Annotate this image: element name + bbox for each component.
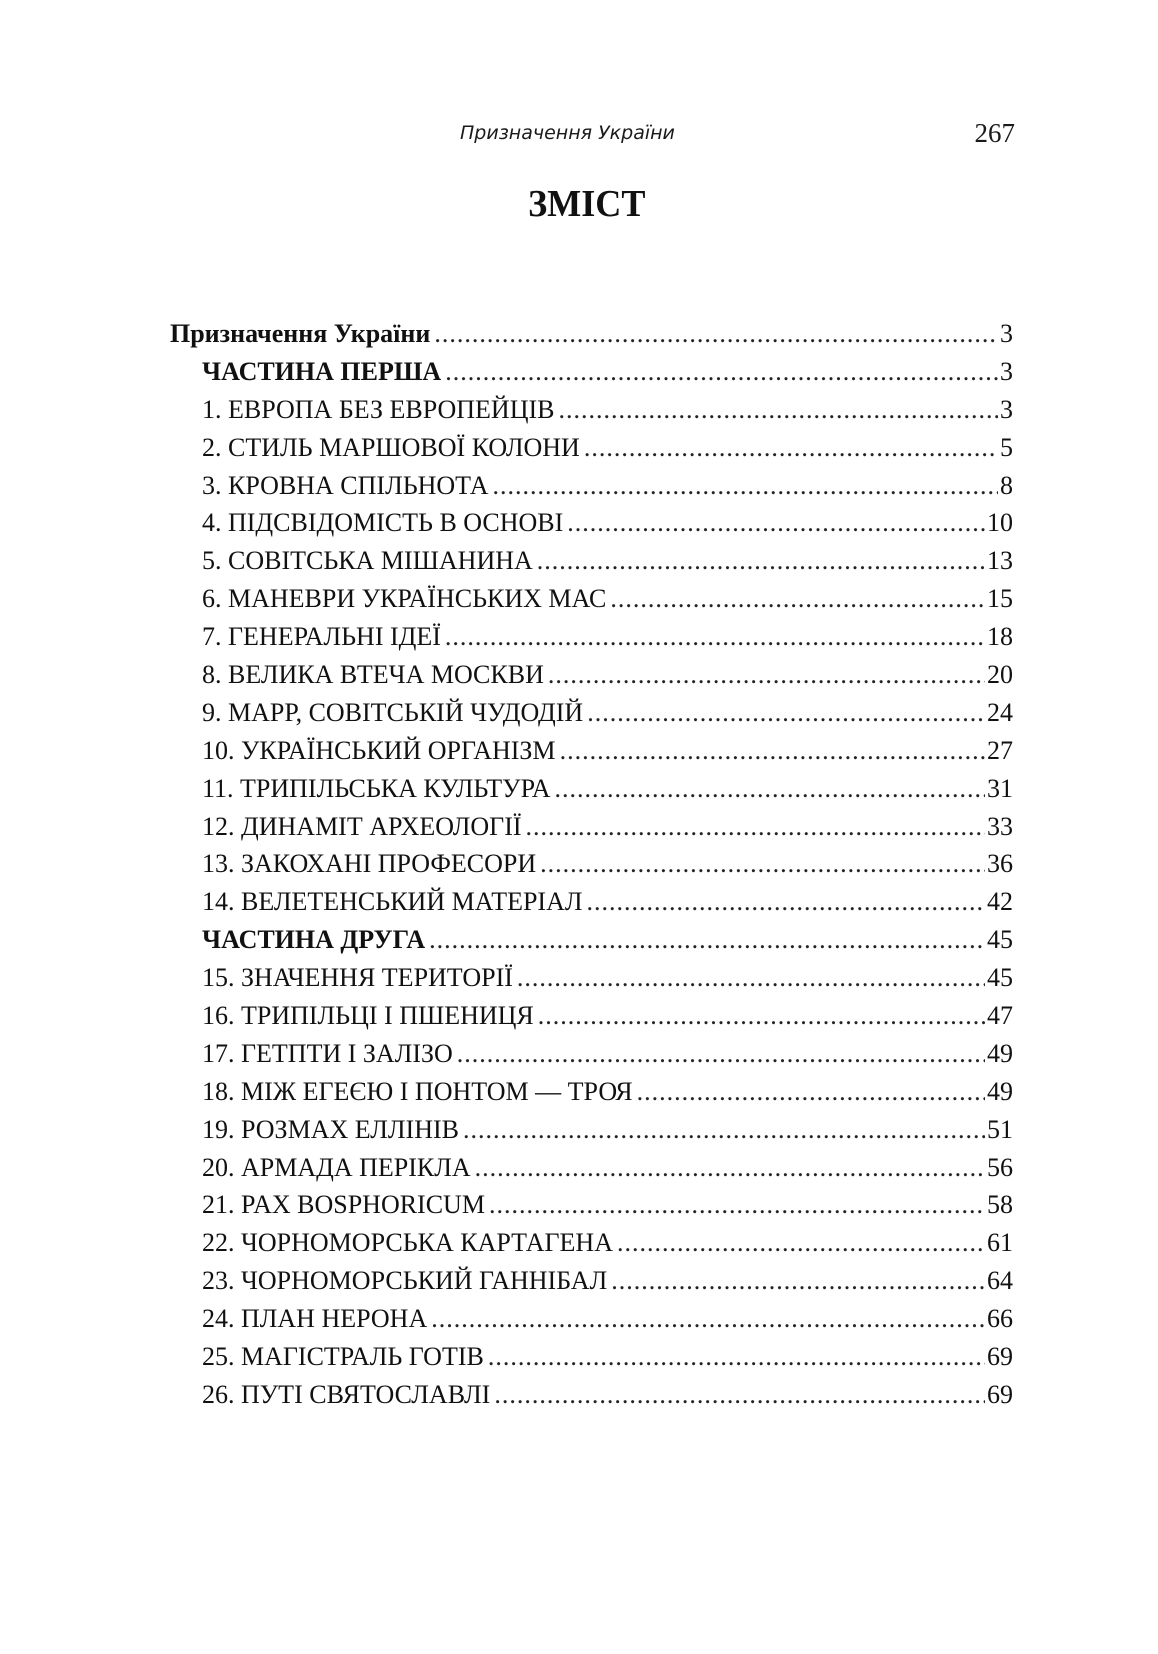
dot-leader [489,1190,985,1220]
toc-entry[interactable] [170,774,1013,812]
dot-leader [611,1266,985,1296]
dot-leader [445,622,985,652]
table-of-contents-title [0,182,1158,226]
toc-entry-title: 3. КРОВНА СПІЛЬНОТА [202,470,489,500]
toc-entry[interactable] [170,1039,1013,1077]
toc-entry-page: 49 [987,1076,1013,1106]
toc-entry-title: 10. УКРАЇНСЬКИЙ ОРГАНІЗМ [202,735,556,765]
toc-entry[interactable] [170,1077,1013,1115]
toc-entry-title: 14. ВЕЛЕТЕНСЬКИЙ МАТЕРІАЛ [202,887,583,917]
dot-leader [584,433,998,463]
toc-entry-page: 47 [987,1001,1013,1031]
page-number: 267 [974,118,1015,148]
toc-entry[interactable] [170,471,1013,509]
toc-entry[interactable] [170,963,1013,1001]
toc-entry-title: 8. ВЕЛИКА ВТЕЧА МОСКВИ [202,660,544,690]
toc-entry-title: Призначення України [170,319,431,348]
toc-entry-page: 58 [987,1190,1013,1220]
toc-entry-title: 4. ПІДСВІДОМІСТЬ В ОСНОВІ [202,508,564,538]
toc-entry-page: 3 [1000,394,1013,424]
toc-entry-page: 8 [1000,470,1013,500]
title-text: ЗМІСТ [527,183,646,225]
toc-entry-title: 24. ПЛАН НЕРОНА [202,1304,428,1334]
dot-leader [494,1380,985,1410]
dot-leader [429,925,985,955]
running-header-title: Призначення України [460,122,675,144]
toc-entry-page: 20 [987,660,1013,690]
dot-leader [617,1228,985,1258]
toc-entry[interactable] [170,357,1013,395]
toc-entry-page: 45 [987,925,1013,955]
toc-entry-page: 66 [987,1304,1013,1334]
dot-leader [475,1153,985,1183]
toc-entry-title: 9. МАРР, СОВІТСЬКІЙ ЧУДОДІЙ [202,697,584,727]
toc-entry[interactable] [170,433,1013,471]
toc-entry-title: 12. ДИНАМІТ АРХЕОЛОГІЇ [202,811,522,841]
toc-entry[interactable] [170,1266,1013,1304]
toc-entry-page: 69 [987,1342,1013,1372]
toc-entry-page: 10 [987,508,1013,538]
dot-leader [558,395,998,425]
toc-entry-page: 13 [987,546,1013,576]
dot-leader [587,698,985,728]
dot-leader [431,1304,985,1334]
toc-entry-title: 13. ЗАКОХАНІ ПРОФЕСОРИ [202,849,537,879]
toc-entry-title: ЧАСТИНА ДРУГА [202,925,426,955]
table-of-contents [170,319,1013,1418]
dot-leader [457,1039,985,1069]
toc-entry-page: 33 [987,811,1013,841]
toc-entry[interactable] [170,546,1013,584]
toc-entry[interactable] [170,1190,1013,1228]
dot-leader [488,1342,985,1372]
toc-entry-title: ЧАСТИНА ПЕРША [202,356,442,386]
dot-leader [555,774,986,804]
toc-entry-page: 51 [987,1114,1013,1144]
toc-entry-title: 11. ТРИПІЛЬСЬКА КУЛЬТУРА [202,773,551,803]
dot-leader [463,1115,985,1145]
toc-entry[interactable] [170,584,1013,622]
dot-leader [517,963,985,993]
toc-entry-title: 7. ГЕНЕРАЛЬНІ ІДЕЇ [202,622,441,652]
toc-entry-title: 19. РОЗМАХ ЕЛЛІНІВ [202,1114,459,1144]
toc-entry[interactable] [170,1304,1013,1342]
toc-entry[interactable] [170,849,1013,887]
toc-entry-title: 26. ПУТІ СВЯТОСЛАВЛІ [202,1379,491,1409]
dot-leader [560,736,985,766]
toc-entry[interactable] [170,1380,1013,1418]
toc-entry-page: 3 [1000,319,1013,348]
dot-leader [587,887,985,917]
toc-entry-page: 49 [987,1038,1013,1068]
toc-entry-title: 25. МАГІСТРАЛЬ ГОТІВ [202,1342,484,1372]
toc-entry[interactable] [170,395,1013,433]
dot-leader [538,1001,985,1031]
toc-entry-title: 2. СТИЛЬ МАРШОВОЇ КОЛОНИ [202,432,580,462]
toc-entry-title: 16. ТРИПІЛЬЦІ І ПШЕНИЦЯ [202,1001,534,1031]
toc-entry-page: 61 [987,1228,1013,1258]
dot-leader [610,584,985,614]
toc-entry-page: 27 [987,735,1013,765]
toc-entry-page: 45 [987,963,1013,993]
dot-leader [526,812,985,842]
toc-entry-title: 5. СОВІТСЬКА МІШАНИНА [202,546,533,576]
dot-leader [493,471,998,501]
toc-entry-page: 24 [987,697,1013,727]
toc-entry-title: 22. ЧОРНОМОРСЬКА КАРТАГЕНА [202,1228,613,1258]
toc-entry-page: 64 [987,1266,1013,1296]
toc-entry-page: 56 [987,1152,1013,1182]
dot-leader [548,660,985,690]
toc-entry[interactable] [170,319,1013,357]
toc-entry-title: 21. PAX BOSPHORICUM [202,1190,485,1220]
toc-entry[interactable] [170,660,1013,698]
toc-entry-title: 15. ЗНАЧЕННЯ ТЕРИТОРІЇ [202,963,513,993]
toc-entry-title: 23. ЧОРНОМОРСЬКИЙ ГАННІБАЛ [202,1266,608,1296]
toc-entry-page: 31 [987,773,1013,803]
dot-leader [445,357,998,387]
toc-entry[interactable] [170,925,1013,963]
toc-entry-title: 1. ЕВРОПА БЕЗ ЕВРОПЕЙЦІВ [202,394,555,424]
toc-entry-title: 20. АРМАДА ПЕРІКЛА [202,1152,471,1182]
toc-entry[interactable] [170,1342,1013,1380]
toc-entry-page: 3 [1000,356,1013,386]
toc-entry-title: 18. МІЖ ЕГЕЄЮ І ПОНТОМ — ТРОЯ [202,1076,633,1106]
dot-leader [540,849,985,879]
toc-entry[interactable] [170,1001,1013,1039]
toc-entry-page: 5 [1000,432,1013,462]
toc-entry-page: 36 [987,849,1013,879]
toc-entry[interactable] [170,1115,1013,1153]
toc-entry[interactable] [170,1228,1013,1266]
toc-entry[interactable] [170,812,1013,850]
toc-entry-title: 17. ГЕТПТИ І ЗАЛІЗО [202,1038,453,1068]
toc-entry-page: 69 [987,1379,1013,1409]
dot-leader [567,508,985,538]
dot-leader [537,546,985,576]
toc-entry[interactable] [170,622,1013,660]
toc-entry-page: 42 [987,887,1013,917]
toc-entry-page: 15 [987,584,1013,614]
toc-entry-page: 18 [987,622,1013,652]
dot-leader [434,319,998,349]
toc-entry[interactable] [170,887,1013,925]
toc-entry[interactable] [170,508,1013,546]
toc-entry[interactable] [170,698,1013,736]
toc-entry-title: 6. МАНЕВРИ УКРАЇНСЬКИХ МАС [202,584,607,614]
dot-leader [637,1077,985,1107]
toc-entry[interactable] [170,736,1013,774]
toc-entry[interactable] [170,1153,1013,1191]
